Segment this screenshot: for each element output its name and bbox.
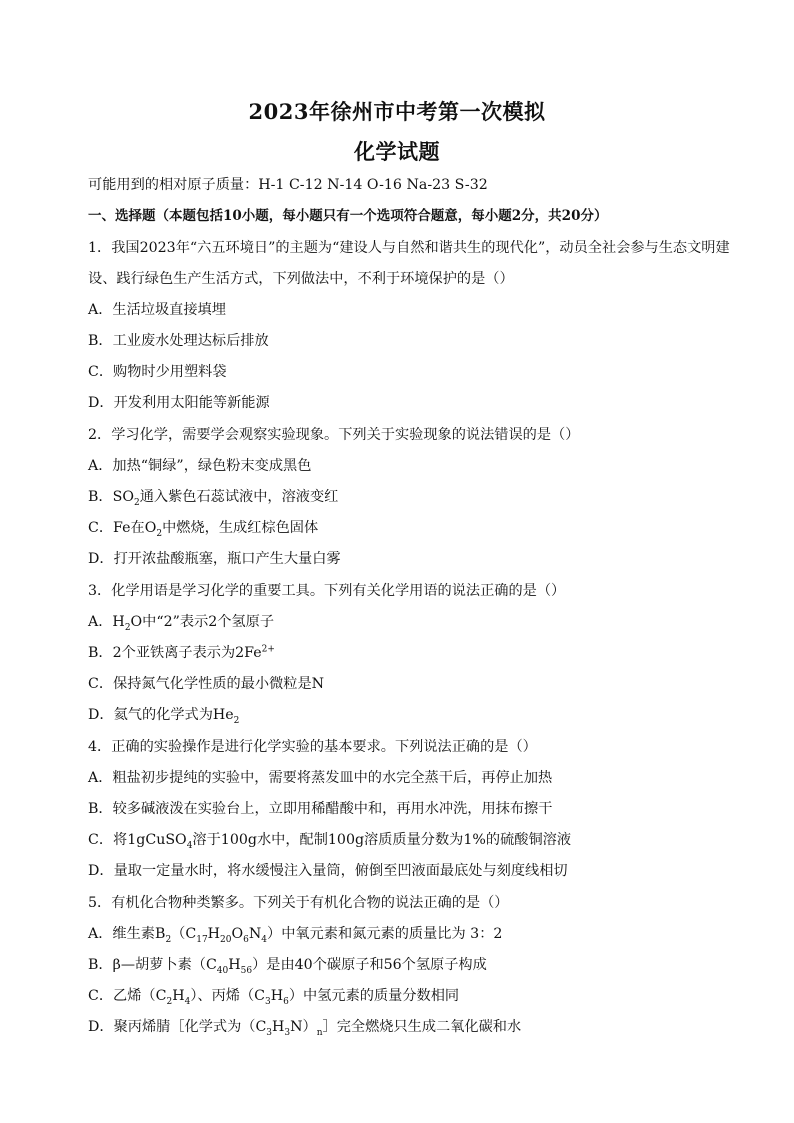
q1-stem-line1: 1．我国2023年“六五环境日”的主题为“建设人与自然和谐共生的现代化”，动员全社会参与生态文明建 <box>88 240 730 256</box>
q3-stem: 3．化学用语是学习化学的重要工具。下列有关化学用语的说法正确的是（） <box>88 583 566 599</box>
q2-stem: 2．学习化学，需要学会观察实验现象。下列关于实验现象的说法错误的是（） <box>88 427 580 443</box>
q3-option-b: B．2个亚铁离子表示为$2Fe^{2+}$ <box>88 644 275 661</box>
q3-option-a: A．$H_2O$中“2”表示2个氢原子 <box>88 614 275 633</box>
q1-option-d: D．开发利用太阳能等新能源 <box>88 395 270 411</box>
q1-stem-line2: 设、践行绿色生产生活方式，下列做法中，不利于环境保护的是（） <box>88 271 514 287</box>
q4-option-d: D．量取一定量水时，将水缓慢注入量筒，俯倒至凹液面最底处与刻度线相切 <box>88 863 568 879</box>
q2-option-a: A．加热“铜绿”，绿色粉末变成黑色 <box>88 458 312 474</box>
q4-option-c: C．将1gCuSO$_4$溶于100g水中，配制100g溶质质量分数为1%的硫酸铜溶液 <box>88 832 572 851</box>
q5-option-d: D．聚丙烯腈［化学式为$(C_3H_3N)_n]$完全燃烧只生成二氧化碳和水 <box>88 1019 522 1038</box>
q2-option-b: B．$SO_2$通入紫色石蕊试液中，溶液变红 <box>88 489 339 508</box>
q4-stem: 4．正确的实验操作是进行化学实验的基本要求。下列说法正确的是（） <box>88 739 537 755</box>
q5-stem: 5．有机化合物种类繁多。下列关于有机化合物的说法正确的是（） <box>88 895 509 911</box>
exam-subtitle: 化学试题 <box>354 139 440 164</box>
q1-option-c: C．购物时少用塑料袋 <box>88 364 227 380</box>
q5-option-a: A．维生素$B_2(C_{17}H_{20}O_6N_4)$中氧元素和氮元素的质量比为 3：2 <box>88 926 503 945</box>
q1-option-a: A．生活垃圾直接填埋 <box>88 302 226 318</box>
q5-option-c: C．乙烯$(C_2H_4)$、丙烯$(C_3H_6)$中氢元素的质量分数相同 <box>88 988 460 1007</box>
q3-option-d: D．氦气的化学式为$He_2$ <box>88 707 240 726</box>
q2-option-d: D．打开浓盐酸瓶塞，瓶口产生大量白雾 <box>88 551 341 567</box>
exam-title: 2023年徐州市中考第一次模拟 <box>248 99 546 124</box>
q3-option-c: C．保持氮气化学性质的最小微粒是N <box>88 676 325 692</box>
section-heading: 一、选择题（本题包括10小题，每小题只有一个选项符合题意，每小题2分，共20分） <box>88 208 608 224</box>
q1-option-b: B．工业废水处理达标后排放 <box>88 333 269 349</box>
q2-option-c: C．Fe在$O_2$中燃烧，生成红棕色固体 <box>88 520 319 539</box>
atomic-masses: 可能用到的相对原子质量：H-1 C-12 N-14 O-16 Na-23 S-32 <box>88 177 488 193</box>
q5-option-b: B．β—胡萝卜素$(C_{40}H_{56})$是由40个碳原子和56个氢原子构成 <box>88 957 487 976</box>
q4-option-b: B．较多碱液泼在实验台上，立即用稀醋酸中和，再用水冲洗，用抹布擦干 <box>88 801 553 817</box>
q4-option-a: A．粗盐初步提纯的实验中，需要将蒸发皿中的水完全蒸干后，再停止加热 <box>88 770 553 786</box>
